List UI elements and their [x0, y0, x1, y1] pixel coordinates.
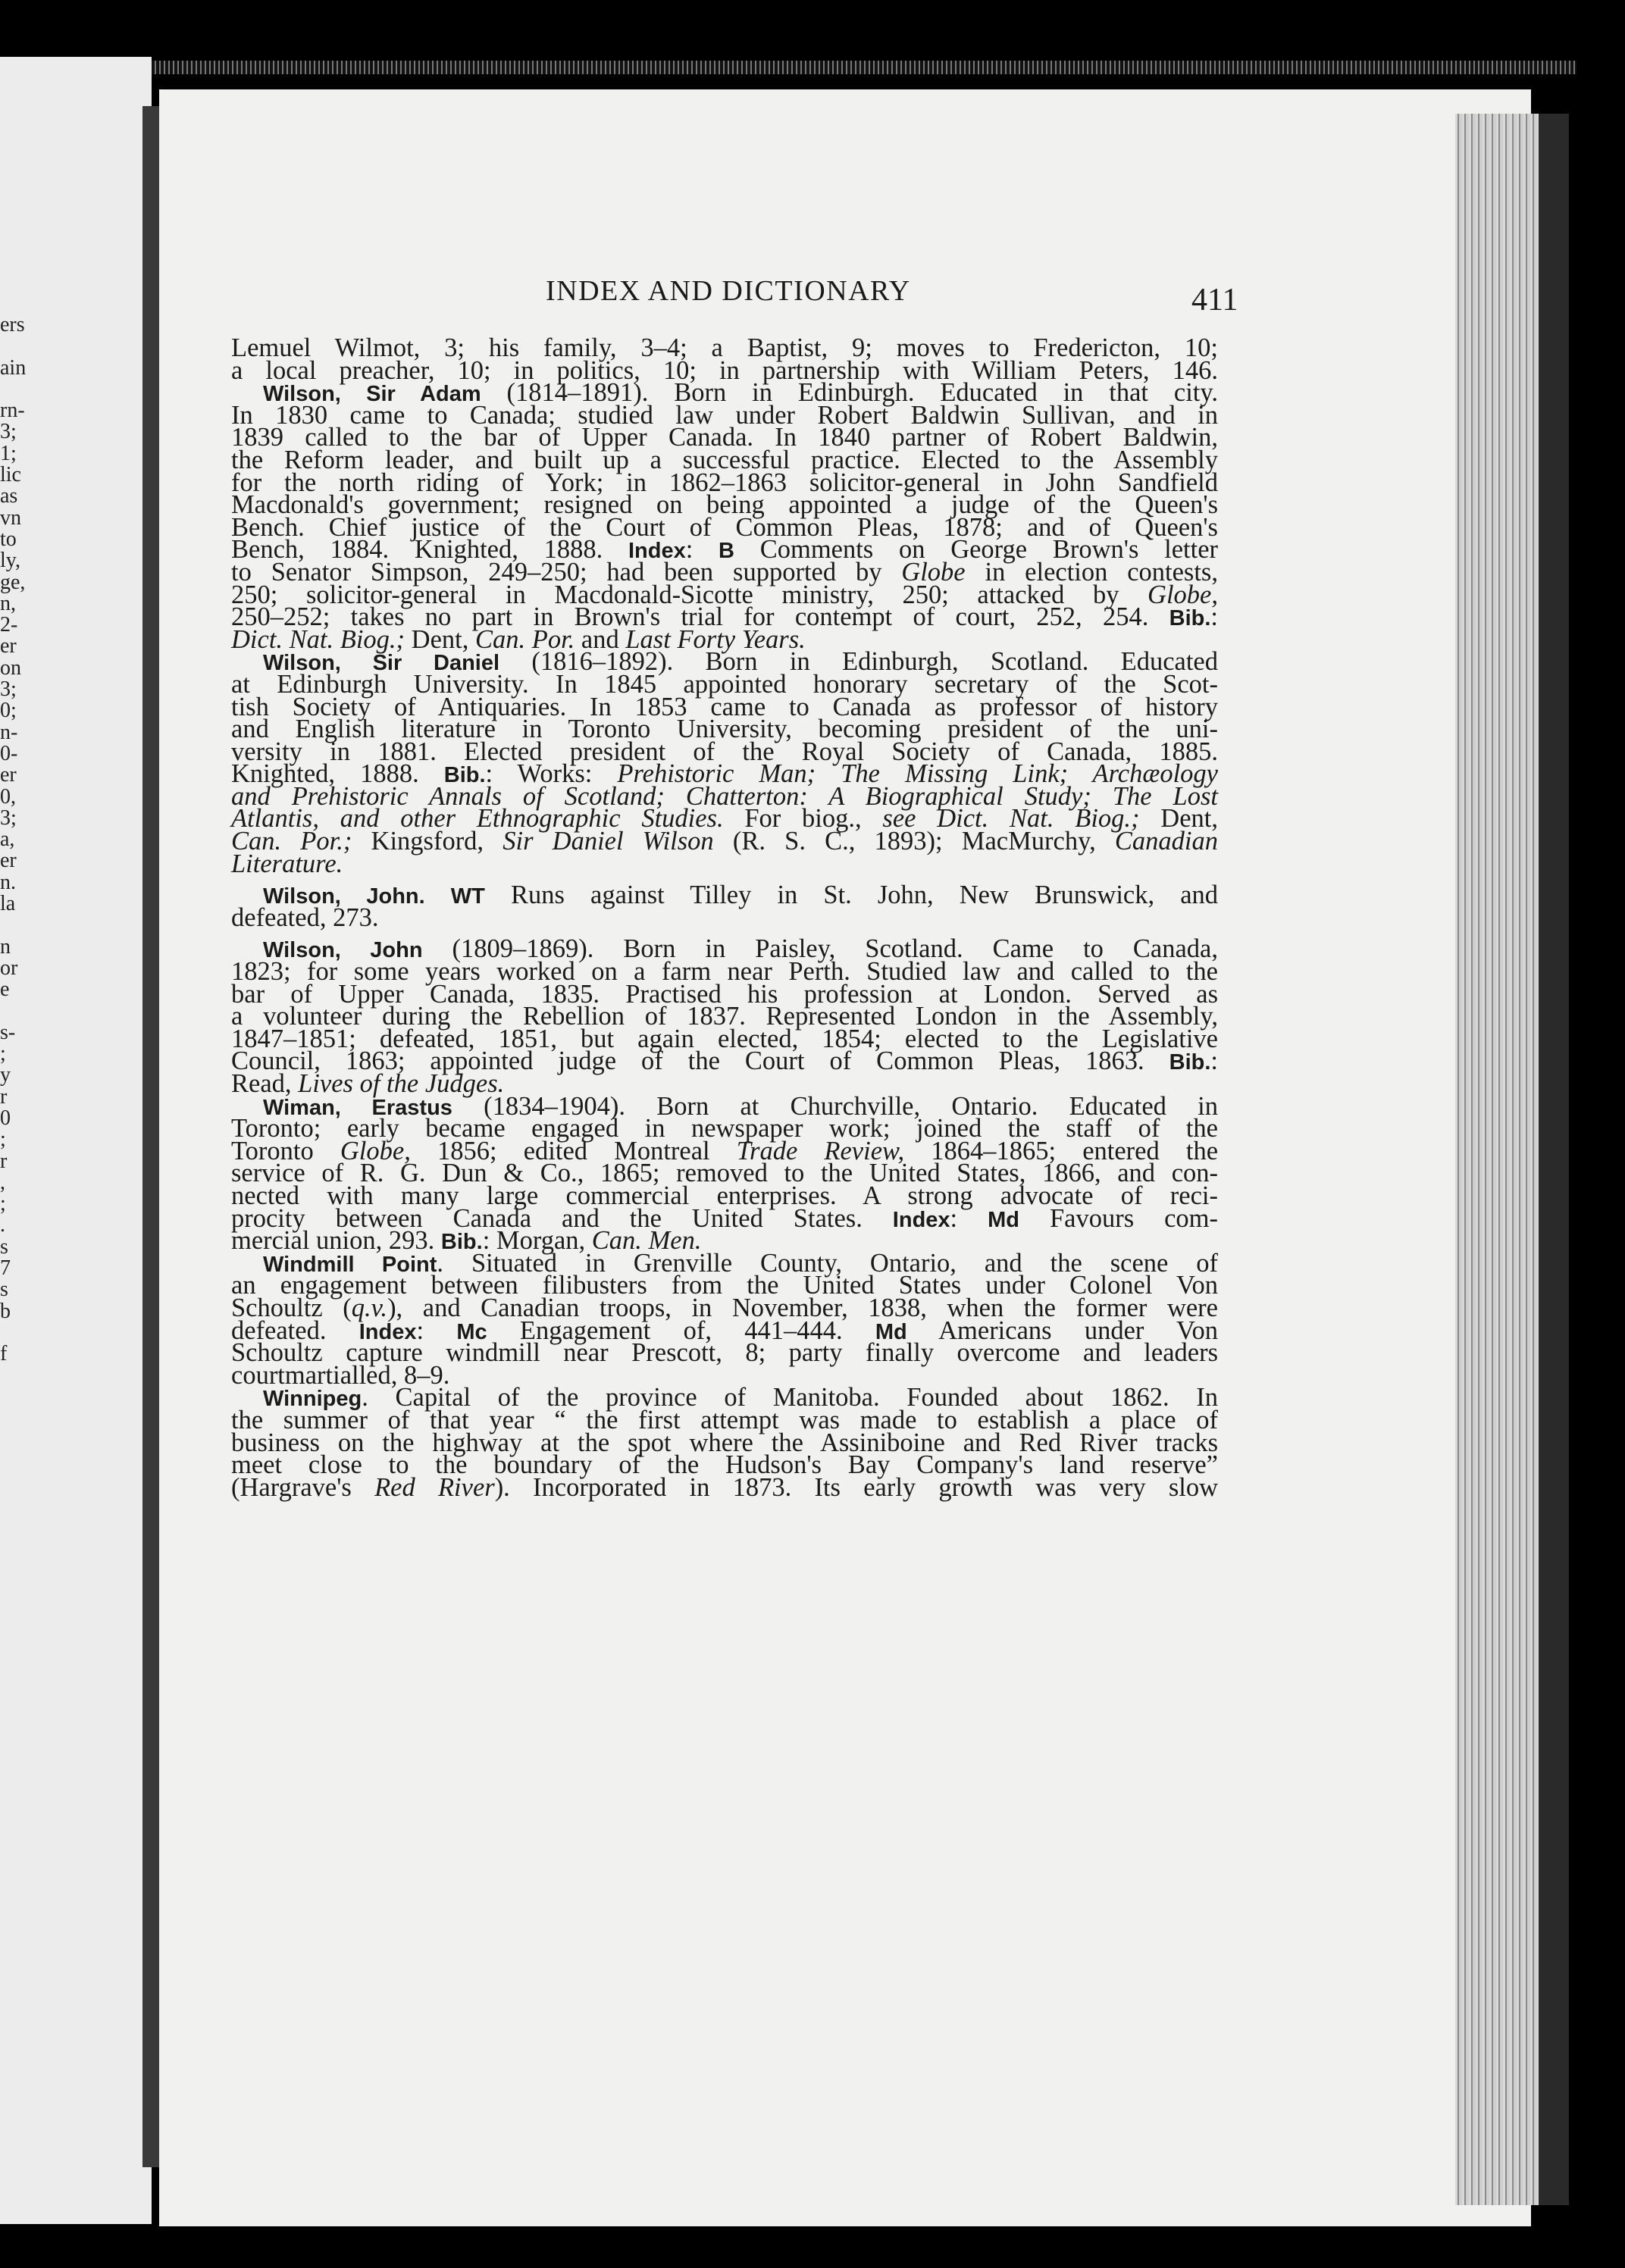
left-fragment-line: 3;: [0, 677, 17, 702]
text-run: at Edinburgh University. In 1845 appointed honorary secretary of the Scot-: [231, 669, 1218, 699]
entry-keyword: Wilson, Sir Daniel: [263, 651, 500, 676]
text-run: [425, 881, 451, 909]
italic-text: q.v.: [351, 1293, 388, 1322]
left-fragment-line: 3;: [0, 420, 17, 444]
text-line: [231, 827, 1218, 856]
italic-text: Globe,: [340, 1136, 411, 1165]
text-run: an engagement between filibusters from the United States under Colonel Von: [231, 1271, 1218, 1300]
italic-text: Sir Daniel Wilson: [503, 827, 714, 856]
entry-keyword: Index: [359, 1319, 417, 1344]
left-fragment-line: r: [0, 1149, 8, 1173]
text-run: : Morgan,: [482, 1226, 592, 1256]
left-fragment-line: n-: [0, 720, 18, 744]
italic-text: Trade Review,: [736, 1136, 905, 1165]
entry-keyword: Bib.: [443, 763, 486, 788]
text-run: Toronto: [231, 1136, 340, 1165]
text-run: Lemuel Wilmot, 3; his family, 3–4; a Baptist, 9; moves to Fredericton, 10;: [231, 333, 1218, 362]
text-run: . Capital of the province of Manitoba. Founded about 1862. In: [362, 1383, 1218, 1412]
text-run: Toronto; early became engaged in newspaper work; joined the staff of the: [231, 1114, 1218, 1143]
text-run: Macdonald's government; resigned on being appointed a judge of the Queen's: [231, 490, 1218, 520]
text-run: (1814–1891). Born in Edinburgh. Educated in that city.: [481, 378, 1218, 408]
left-fragment-line: vn: [0, 505, 21, 530]
left-fragment-line: .: [0, 1213, 5, 1237]
text-run: a volunteer during the Rebellion of 1837. Represented London in the Assembly,: [231, 1002, 1218, 1031]
left-fragment-line: 2-: [0, 613, 18, 637]
left-fragment-line: 0: [0, 1106, 11, 1130]
italic-text: Globe: [901, 557, 966, 587]
text-run: the summer of that year “ the first attempt was made to establish a place of: [231, 1405, 1218, 1434]
entry-keyword: Bib.: [1169, 606, 1211, 631]
italic-text: see Dict. Nat. Biog.;: [882, 804, 1140, 834]
text-run: In 1830 came to Canada; studied law under Robert Baldwin Sullivan, and in: [231, 400, 1218, 430]
text-run: in election contests,: [965, 557, 1218, 587]
entry-keyword: WT: [450, 884, 485, 909]
italic-text: and Prehistoric Annals of Scotland; Chatterton: A Biographical Study; The Lost: [231, 781, 1218, 811]
entry-keyword: Windmill Point: [263, 1252, 437, 1277]
text-run: mercial union, 293.: [231, 1226, 441, 1256]
page-edges: [1455, 114, 1539, 2205]
left-page-text-fragments: [0, 314, 45, 1365]
entry-keyword: Bib.: [1169, 1050, 1211, 1075]
entry-keyword: Wilson, John: [263, 938, 423, 963]
entry-keyword: Index: [892, 1207, 950, 1232]
text-run: :: [685, 535, 719, 565]
left-fragment-line: ;: [0, 1128, 6, 1152]
left-fragment-line: b: [0, 1299, 11, 1323]
left-fragment-line: ly,: [0, 549, 20, 573]
text-run: (1834–1904). Born at Churchville, Ontario. Educated in: [452, 1091, 1218, 1121]
left-fragment-line: [0, 1322, 45, 1344]
text-line: [231, 849, 1218, 878]
text-run: courtmartialled, 8–9.: [231, 1360, 450, 1390]
text-run: Bench. Chief justice of the Court of Common Pleas, 1878; and of Queen's: [231, 512, 1218, 542]
entry-keyword: Mc: [456, 1319, 487, 1344]
left-fragment-line: rn-: [0, 399, 25, 423]
text-run: 1839 called to the bar of Upper Canada. In 1840 partner of Robert Baldwin,: [231, 423, 1218, 452]
text-run: :: [1210, 602, 1218, 632]
text-run: (R. S. C., 1893); MacMurchy,: [713, 827, 1115, 856]
text-run: service of R. G. Dun & Co., 1865; removed to the United States, 1866, and con-: [231, 1159, 1218, 1188]
left-fragment-line: a,: [0, 827, 15, 852]
italic-text: Globe,: [1148, 580, 1218, 609]
text-run: . Situated in Grenville County, Ontario, and the scene of: [437, 1248, 1218, 1278]
left-fragment-line: s: [0, 1278, 8, 1302]
left-fragment-line: as: [0, 484, 18, 508]
text-run: 250–252; takes no part in Brown's trial for contempt of court, 252, 254.: [231, 602, 1169, 632]
text-run: (Hargrave's: [231, 1472, 375, 1502]
entry-keyword: Winnipeg: [263, 1387, 362, 1412]
text-run: tish Society of Antiquaries. In 1853 came to Canada as professor of history: [231, 692, 1218, 721]
text-line: [231, 881, 1219, 910]
text-run: Schoultz (: [231, 1293, 352, 1322]
text-run: : Works:: [485, 759, 618, 789]
left-fragment-line: f: [0, 1342, 8, 1366]
text-run: and English literature in Toronto University, becoming president of the uni-: [231, 715, 1218, 744]
text-run: business on the highway at the spot where the Assiniboine and Red River tracks: [231, 1428, 1218, 1457]
text-run: Runs against Tilley in St. John, New Brunswick, and: [484, 881, 1219, 910]
italic-text: Canadian: [1114, 827, 1218, 856]
text-run: (1816–1892). Born in Edinburgh, Scotland. Educated: [499, 647, 1218, 677]
left-fragment-line: [0, 915, 45, 936]
left-fragment-line: 1;: [0, 441, 17, 465]
left-fragment-line: to: [0, 527, 17, 551]
left-fragment-line: 0-: [0, 741, 18, 765]
left-fragment-line: er: [0, 849, 17, 873]
left-fragment-line: r: [0, 1084, 8, 1109]
text-run: and: [575, 624, 626, 654]
text-run: Kingsford,: [352, 827, 503, 856]
text-run: meet close to the boundary of the Hudson's Bay Company's land reserve”: [231, 1450, 1218, 1480]
left-fragment-line: s: [0, 1234, 8, 1259]
left-fragment-line: er: [0, 634, 17, 659]
entry-keyword: Bib.: [440, 1230, 483, 1255]
text-run: nected with many large commercial enterprises. A strong advocate of reci-: [231, 1181, 1218, 1210]
text-run: Bench, 1884. Knighted, 1888.: [231, 535, 628, 565]
text-run: Dent,: [405, 624, 475, 654]
text-run: Americans under Von: [906, 1315, 1219, 1345]
italic-text: Dict. Nat. Biog.;: [231, 624, 405, 654]
text-run: Dent,: [1139, 804, 1218, 834]
text-run: 1823; for some years worked on a farm near Perth. Studied law and called to the: [231, 957, 1218, 987]
text-run: defeated, 273.: [231, 903, 379, 932]
left-fragment-line: n: [0, 934, 11, 959]
italic-text: Can. Por.: [474, 624, 575, 654]
text-run: to Senator Simpson, 249–250; had been supported by: [231, 557, 902, 587]
text-run: a local preacher, 10; in politics, 10; in partnership with William Peters, 146.: [231, 355, 1218, 385]
text-line: [231, 903, 1218, 932]
text-run: Engagement of, 441–444.: [487, 1315, 875, 1345]
italic-text: Prehistoric Man; The Missing Link; Archæology: [617, 759, 1218, 789]
entry-keyword: Wilson, John.: [263, 884, 425, 909]
entry-keyword: Index: [628, 539, 686, 564]
left-fragment-line: e: [0, 978, 10, 1002]
left-fragment-line: ,: [0, 1170, 5, 1194]
text-run: :: [416, 1315, 457, 1345]
entry-keyword: Md: [988, 1207, 1019, 1232]
book-top-edge: [152, 61, 1576, 74]
italic-text: Last Forty Years.: [625, 624, 806, 654]
text-run: (1809–1869). Born in Paisley, Scotland. Came to Canada,: [422, 934, 1218, 964]
text-run: procity between Canada and the United States.: [231, 1203, 893, 1233]
left-fragment-line: s-: [0, 1020, 16, 1044]
left-fragment-line: ain: [0, 355, 27, 380]
left-fragment-line: or: [0, 956, 18, 980]
left-fragment-line: on: [0, 655, 21, 680]
text-run: the Reform leader, and built up a successful practice. Elected to the Assembly: [231, 445, 1218, 474]
left-fragment-line: 7: [0, 1256, 11, 1281]
text-run: :: [1210, 1046, 1218, 1076]
left-fragment-line: ;: [0, 1042, 6, 1066]
left-fragment-line: 0;: [0, 699, 17, 723]
italic-text: Literature.: [231, 849, 343, 878]
italic-text: Red River: [374, 1472, 495, 1502]
text-run: defeated.: [231, 1315, 359, 1345]
left-fragment-line: n.: [0, 870, 16, 894]
text-run: 1856; edited Montreal: [410, 1136, 737, 1165]
text-run: 250; solicitor-general in Macdonald-Sicotte ministry, 250; attacked by: [231, 580, 1148, 609]
left-fragment-line: y: [0, 1063, 11, 1087]
left-fragment-line: 0,: [0, 784, 16, 809]
left-page: [0, 57, 152, 2224]
left-fragment-line: [0, 1001, 45, 1022]
left-fragment-line: ers: [0, 313, 25, 336]
text-run: Council, 1863; appointed judge of the Court of Common Pleas, 1863.: [231, 1046, 1169, 1076]
entry-keyword: Md: [875, 1319, 907, 1344]
left-fragment-line: 3;: [0, 806, 17, 830]
text-line: [231, 1472, 1218, 1502]
text-run: Favours com-: [1019, 1203, 1218, 1233]
left-fragment-line: er: [0, 763, 17, 787]
text-run: Read,: [231, 1069, 299, 1098]
book-gutter: [142, 106, 159, 2167]
text-run: Knighted, 1888.: [231, 759, 444, 789]
text-run: For biog.,: [723, 804, 883, 834]
left-fragment-line: la: [0, 892, 16, 916]
running-head: INDEX AND DICTIONARY: [546, 275, 911, 307]
text-run: versity in 1881. Elected president of the Royal Society of Canada, 1885.: [231, 737, 1218, 766]
text-run: ). Incorporated in 1873. Its early growth was very slow: [494, 1472, 1218, 1502]
italic-text: Can. Por.;: [231, 827, 352, 856]
page-number: 411: [1191, 283, 1238, 318]
left-fragment-line: [0, 336, 45, 357]
text-run: 1847–1851; defeated, 1851, but again elected, 1854; elected to the Legislative: [231, 1024, 1218, 1053]
text-run: Comments on George Brown's letter: [734, 535, 1218, 565]
italic-text: Can. Men.: [591, 1226, 702, 1256]
left-fragment-line: ;: [0, 1192, 6, 1216]
entry-keyword: Wiman, Erastus: [263, 1095, 452, 1120]
left-fragment-line: n,: [0, 591, 16, 615]
text-run: :: [950, 1203, 988, 1233]
text-run: 1864–1865; entered the: [904, 1136, 1219, 1165]
text-run: bar of Upper Canada, 1835. Practised his profession at London. Served as: [231, 979, 1218, 1009]
left-fragment-line: [0, 379, 45, 400]
text-run: for the north riding of York; in 1862–1863 solicitor-general in John Sandfield: [231, 468, 1218, 497]
entry-keyword: Wilson, Sir Adam: [263, 382, 481, 407]
italic-text: Atlantis, and other Ethnographic Studies.: [231, 804, 724, 834]
text-run: Schoultz capture windmill near Prescott, 8; party finally overcome and leaders: [231, 1338, 1218, 1368]
left-fragment-line: ge,: [0, 570, 26, 594]
book-cover-edge: [1539, 114, 1569, 2205]
dictionary-body: [231, 333, 1219, 1502]
entry-keyword: B: [719, 539, 734, 564]
text-run: ), and Canadian troops, in November, 1838, when the former were: [387, 1293, 1218, 1322]
italic-text: Lives of the Judges.: [298, 1069, 505, 1098]
left-fragment-line: lic: [0, 463, 21, 487]
